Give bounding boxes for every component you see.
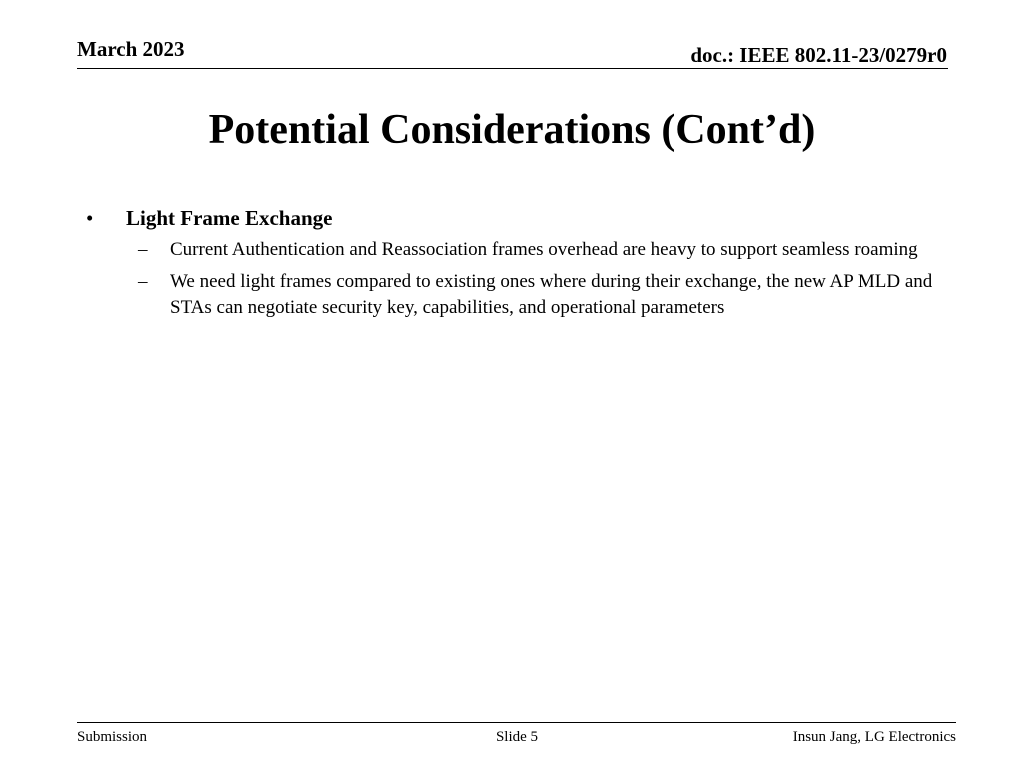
sub-bullet-item [86, 237, 936, 263]
header-date: March 2023 [77, 37, 185, 61]
slide-body [86, 203, 936, 327]
footer-author: Insun Jang, LG Electronics [792, 729, 956, 745]
slide-title: Potential Considerations (Cont’d) [208, 107, 816, 153]
sub-bullet-marker: – [138, 271, 148, 292]
footer-divider [77, 722, 956, 723]
header-divider [77, 68, 948, 69]
bullet-item [86, 203, 936, 233]
footer-submission: Submission [77, 729, 148, 745]
sub-bullet-text: We need light frames compared to existing ones where during their exchange, the new AP MLD and STAs can negotiate security key, capabilities, and operational parameters [170, 271, 933, 318]
footer-slide-number: Slide 5 [495, 729, 539, 745]
bullet-marker: • [86, 206, 94, 230]
sub-bullet-text: Current Authentication and Reassociation frames overhead are heavy to support seamless roaming [170, 239, 918, 260]
sub-bullet-item [86, 269, 936, 321]
bullet-heading: Light Frame Exchange [126, 206, 333, 230]
sub-bullet-list [86, 237, 936, 321]
sub-bullet-marker: – [138, 239, 148, 260]
header-doc-id: doc.: IEEE 802.11-23/0279r0 [690, 43, 947, 67]
